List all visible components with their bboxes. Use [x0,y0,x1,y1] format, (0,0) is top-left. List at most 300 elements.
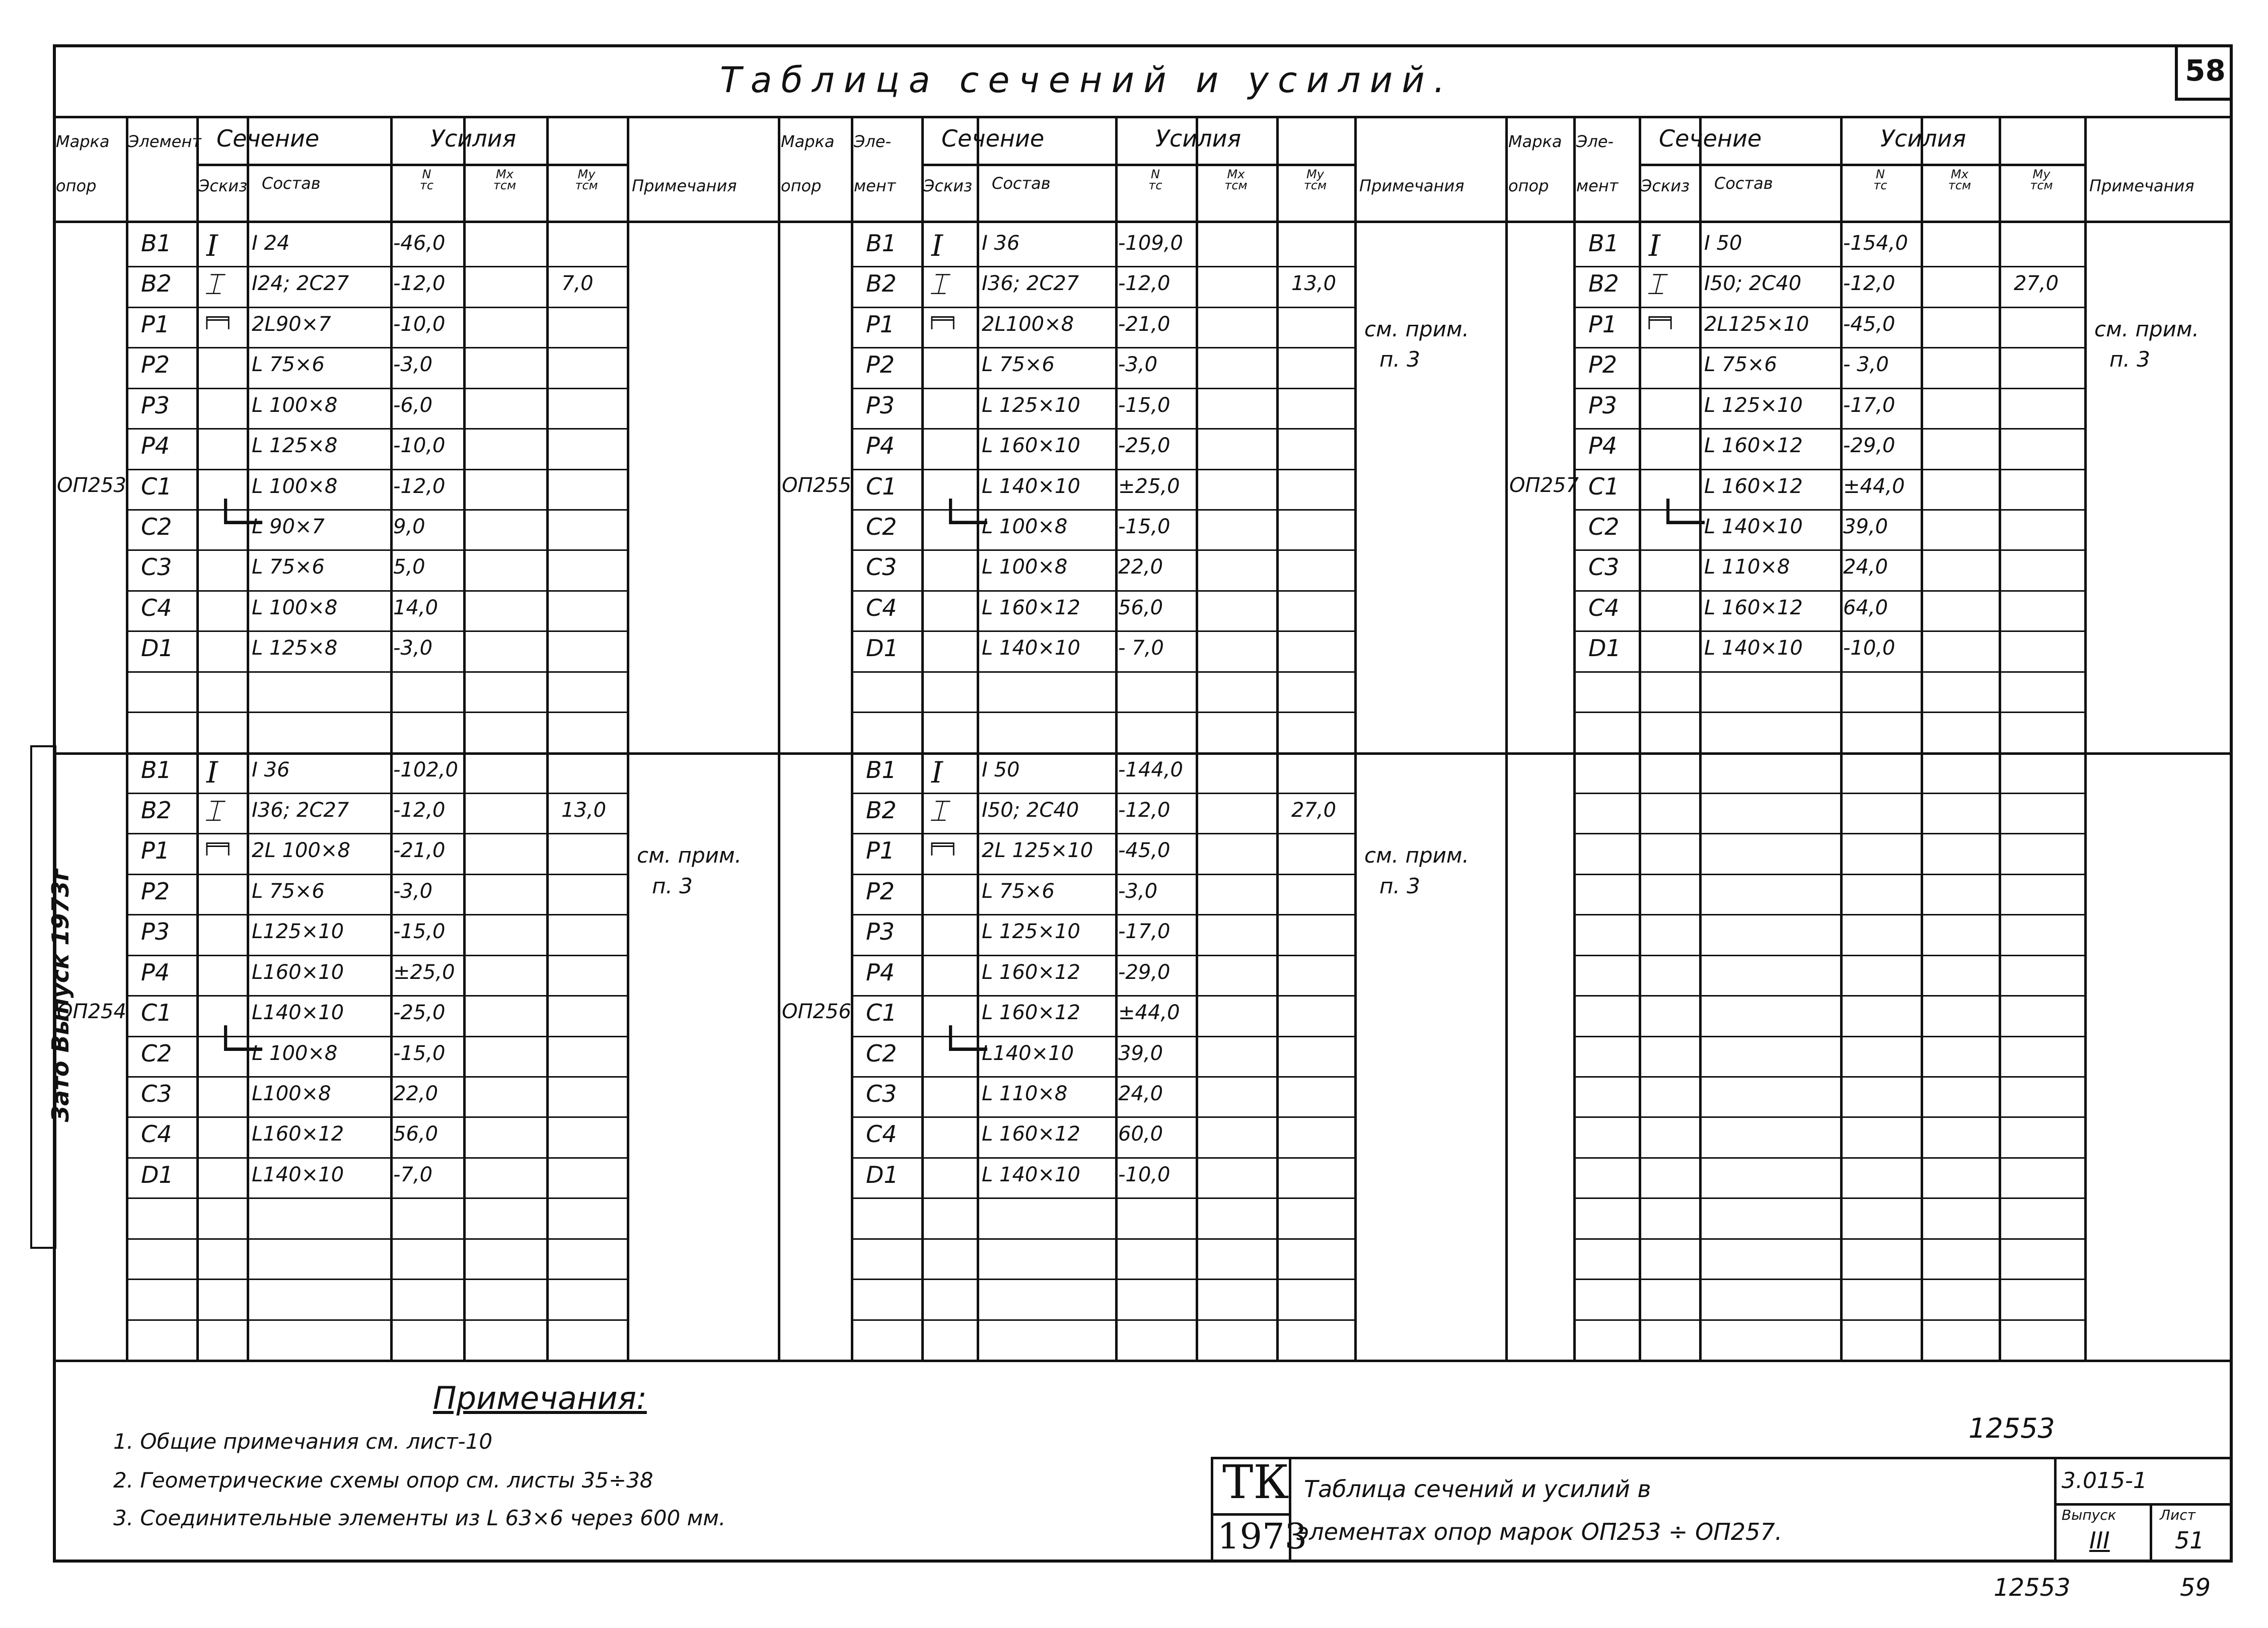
force-n: -12,0 [393,799,446,822]
element-id: C4 [141,1120,172,1148]
grid-line [851,549,1354,551]
element-id: C4 [141,594,172,621]
grid-line [1840,116,1843,1360]
element-id: C3 [141,1080,172,1107]
header-mark: опор [56,176,97,195]
force-n: -17,0 [1118,920,1170,944]
force-n: 22,0 [393,1082,438,1105]
element-id: C1 [141,472,172,500]
force-n: -3,0 [1118,353,1158,377]
element-id: P3 [1588,391,1618,419]
force-n: -15,0 [393,920,446,944]
grid-line [126,833,627,834]
grid-line [1573,793,2084,794]
grid-line [1840,164,2084,166]
composite-beam-icon: ⌶ [1647,267,1664,302]
force-n: -12,0 [1843,272,1895,296]
element-id: P2 [866,351,895,379]
element-id: P3 [141,391,170,419]
force-n: 64,0 [1843,596,1888,619]
grid-line [1573,1238,2084,1240]
grid-line [390,116,393,1360]
section-composition: L 100×8 [982,555,1068,579]
element-id: P4 [866,958,895,986]
inventory-number-bottom: 12553 [1994,1574,2071,1602]
section-composition: L140×10 [252,1001,344,1025]
header-force-unit: My тсм [2030,167,2053,192]
header-section: Сечение [941,125,1045,152]
grid-line [851,955,1354,956]
issue-number: III [2089,1527,2110,1554]
force-n: -45,0 [1118,839,1170,863]
element-id: C1 [141,999,172,1027]
angle-icon: └─ [1656,499,1705,546]
force-my: 13,0 [561,799,607,822]
force-n: -3,0 [1118,879,1158,903]
force-n: -154,0 [1843,232,1908,255]
section-composition: I 24 [252,232,290,255]
grid-line [851,1238,1354,1240]
grid-line [126,630,627,632]
angle-icon: └─ [938,1025,987,1073]
section-composition: 2L90×7 [252,312,331,336]
element-id: P3 [866,918,895,946]
force-n: -144,0 [1118,758,1183,782]
section-composition: I50; 2C40 [1704,272,1802,296]
composite-beam-icon: ⌶ [929,794,947,828]
grid-line [1573,428,2084,430]
header-force-unit: Mx тсм [1224,167,1248,192]
section-composition: L 125×10 [982,920,1080,944]
grid-line [126,995,627,997]
section-composition: L 160×12 [1704,474,1803,498]
force-n: -102,0 [393,758,458,782]
inventory-number-top: 12553 [1968,1412,2055,1444]
double-angle-icon: ╒═╕ [201,308,235,329]
margin-stamp-text: Зато Выпуск 1973г [47,869,74,1122]
force-n: -15,0 [1118,393,1170,417]
grid-line [851,630,1354,632]
grid-line [126,347,627,348]
grid-line [1573,590,2084,592]
i-beam-icon: I [206,755,218,790]
element-id: B2 [866,270,897,298]
row-note: см. прим. [1364,843,1469,868]
element-id: C3 [866,553,897,581]
grid-line [851,1319,1354,1321]
angle-icon: └─ [213,1025,262,1073]
header-section: Сечение [216,125,320,152]
grid-line [851,995,1354,997]
grid-line [851,793,1354,794]
grid-line [53,221,2233,223]
grid-line [126,1116,627,1118]
angle-icon: └─ [938,499,987,546]
element-id: C4 [866,594,897,621]
composite-beam-icon: ⌶ [204,794,222,828]
force-n: -17,0 [1843,393,1895,417]
section-composition: I24; 2C27 [252,272,349,296]
element-id: B2 [1588,270,1619,298]
support-mark: ОП255 [782,473,851,497]
grid-line [1115,116,1118,1360]
section-composition: L 75×6 [982,353,1055,377]
grid-line [126,1157,627,1159]
grid-line [627,116,629,1360]
header-sketch: Эскиз [923,176,973,195]
element-id: C1 [866,472,897,500]
section-composition: L 140×10 [1704,636,1803,660]
section-composition: L140×10 [252,1163,344,1186]
section-composition: I 50 [1704,232,1742,255]
grid-line [851,590,1354,592]
grid-line [1573,1036,2084,1037]
element-id: C2 [1588,513,1620,540]
section-composition: L 125×10 [982,393,1080,417]
force-n: 9,0 [393,515,425,538]
header-forces: Усилия [1880,125,1966,152]
force-n: -12,0 [1118,799,1170,822]
element-id: C2 [866,1039,897,1067]
grid-line [1921,116,1923,1360]
force-n: -7,0 [393,1163,433,1186]
element-id: P4 [866,432,895,460]
page-title: Таблица сечений и усилий. [720,59,1454,101]
section-composition: I 36 [252,758,290,782]
composite-beam-icon: ⌶ [929,267,947,302]
force-n: - 7,0 [1118,636,1164,660]
grid-line [851,116,853,1360]
grid-line [1699,116,1702,1360]
force-my: 7,0 [561,272,594,296]
force-n: ±44,0 [1843,474,1905,498]
row-note: п. 3 [2109,347,2150,372]
element-id: P2 [141,351,170,379]
header-force-unit: N тс [1148,167,1162,192]
grid-line [53,1360,2233,1362]
force-n: -25,0 [1118,434,1170,458]
section-composition: 2L125×10 [1704,312,1809,336]
grid-line [126,428,627,430]
section-composition: L 160×12 [1704,596,1803,619]
section-composition: L 100×8 [252,1041,338,1065]
header-mark: опор [781,176,822,195]
header-notes: Примечания [2089,176,2194,195]
note-item-1: 1. Общие примечания см. лист-10 [113,1429,493,1454]
grid-line [851,428,1354,430]
section-composition: I50; 2C40 [982,799,1079,822]
page-number-bottom: 59 [2180,1574,2211,1602]
grid-line [1573,630,2084,632]
row-note: п. 3 [652,873,693,898]
section-composition: L 160×10 [982,434,1080,458]
section-composition: 2L 125×10 [982,839,1093,863]
sheet-label: Лист [2160,1507,2196,1523]
force-n: -46,0 [393,232,446,255]
element-id: C3 [1588,553,1620,581]
header-element: мент [1576,176,1619,195]
section-composition: L100×8 [252,1082,331,1105]
grid-line [1573,388,2084,389]
section-composition: L 100×8 [252,474,338,498]
element-id: P4 [141,958,170,986]
section-composition: L125×10 [252,920,344,944]
tk-logo: ТК [1222,1455,1289,1509]
force-n: 60,0 [1118,1122,1163,1146]
element-id: P4 [1588,432,1618,460]
grid-line [126,793,627,794]
grid-line [1573,1279,2084,1280]
grid-line [126,874,627,875]
force-n: -6,0 [393,393,433,417]
grid-line [2084,116,2087,1360]
grid-line [851,833,1354,834]
header-force-unit: Mx тсм [493,167,517,192]
element-id: B1 [866,230,897,257]
element-id: D1 [866,634,899,662]
grid-line [1573,469,2084,470]
force-n: -12,0 [393,474,446,498]
section-composition: L160×10 [252,960,344,984]
force-my: 13,0 [1291,272,1337,296]
grid-line [851,1036,1354,1037]
force-n: -10,0 [1118,1163,1170,1186]
grid-line [1573,549,2084,551]
grid-line [1573,307,2084,308]
grid-line [851,1116,1354,1118]
grid-line [126,1076,627,1078]
header-forces: Усилия [1155,125,1241,152]
element-id: P1 [1588,310,1618,338]
element-id: D1 [1588,634,1621,662]
force-n: -10,0 [1843,636,1895,660]
grid-line [126,1197,627,1199]
element-id: B1 [1588,230,1619,257]
force-n: -25,0 [393,1001,446,1025]
grid-line [851,388,1354,389]
tk-year: 1973 [1217,1516,1307,1557]
grid-line [1573,347,2084,348]
element-id: P2 [141,877,170,905]
header-mark: Марка [781,132,835,151]
header-element: Элемент [128,132,201,151]
section-composition: L160×12 [252,1122,344,1146]
grid-line [126,509,627,511]
grid-line [851,874,1354,875]
grid-line [1276,116,1279,1360]
force-n: -12,0 [393,272,446,296]
element-id: B2 [866,797,897,824]
header-composition: Состав [1714,174,1773,193]
header-notes: Примечания [1359,176,1465,195]
grid-line [851,266,1354,267]
header-force-unit: N тс [1873,167,1887,192]
row-note: см. прим. [2094,316,2199,341]
element-id: C2 [141,513,172,540]
header-notes: Примечания [632,176,737,195]
i-beam-icon: I [1649,229,1660,263]
element-id: C1 [1588,472,1620,500]
i-beam-icon: I [931,755,943,790]
grid-line [126,955,627,956]
grid-line [53,752,2233,755]
element-id: D1 [866,1161,899,1188]
grid-line [1639,164,1840,166]
force-n: 24,0 [1843,555,1888,579]
grid-line [126,1036,627,1037]
grid-line [851,671,1354,673]
stamp-text-line1: Таблица сечений и усилий в [1304,1475,1651,1503]
grid-line [851,1197,1354,1199]
force-n: -15,0 [393,1041,446,1065]
force-n: -109,0 [1118,232,1183,255]
grid-line [126,1279,627,1280]
header-section: Сечение [1659,125,1762,152]
grid-line [1573,995,2084,997]
grid-line [1573,1116,2084,1118]
support-mark: ОП256 [782,1000,851,1024]
element-id: D1 [141,1161,174,1188]
issue-label: Выпуск [2062,1507,2116,1523]
grid-line [1639,116,1641,1360]
header-force-unit: My тсм [1303,167,1327,192]
i-beam-icon: I [931,229,943,263]
grid-line [851,712,1354,713]
element-id: P3 [866,391,895,419]
section-composition: L 140×10 [1704,515,1803,538]
force-n: ±44,0 [1118,1001,1180,1025]
section-composition: L 100×8 [982,515,1068,538]
force-n: 56,0 [393,1122,438,1146]
section-composition: 2L 100×8 [252,839,350,863]
section-composition: L 75×6 [982,879,1055,903]
header-element: мент [854,176,896,195]
grid-line [851,347,1354,348]
grid-line [1573,116,1576,1360]
section-composition: L 140×10 [982,1163,1080,1186]
support-mark: ОП254 [57,1000,126,1024]
grid-line [1354,116,1357,1360]
section-composition: L 110×8 [982,1082,1068,1105]
support-mark: ОП257 [1509,473,1579,497]
force-my: 27,0 [1291,799,1337,822]
element-id: P1 [141,310,170,338]
grid-line [126,388,627,389]
element-id: C2 [866,513,897,540]
force-n: 56,0 [1118,596,1163,619]
header-composition: Состав [992,174,1051,193]
row-note: п. 3 [1379,347,1420,372]
header-element: Эле- [854,132,892,151]
header-mark: опор [1508,176,1549,195]
grid-line [851,1279,1354,1280]
section-composition: L 160×12 [982,1001,1080,1025]
grid-line [1573,712,2084,713]
double-angle-icon: ╒═╕ [1644,308,1677,329]
element-id: B2 [141,797,172,824]
element-id: B1 [141,230,172,257]
force-n: 39,0 [1118,1041,1163,1065]
element-id: B2 [141,270,172,298]
angle-icon: └─ [213,499,262,546]
document-code: 3.015-1 [2062,1468,2147,1494]
section-composition: L 125×10 [1704,393,1803,417]
sheet-number: 51 [2175,1527,2205,1554]
grid-line [126,116,128,1360]
header-composition: Состав [262,174,321,193]
grid-line [126,549,627,551]
grid-line [1573,914,2084,915]
section-composition: L 140×10 [982,636,1080,660]
section-composition: L 160×12 [982,1122,1080,1146]
force-n: -45,0 [1843,312,1895,336]
force-n: 14,0 [393,596,438,619]
notes-heading: Примечания: [433,1380,647,1417]
row-note: см. прим. [1364,316,1469,341]
element-id: B1 [141,756,172,784]
section-composition: L 160×12 [982,960,1080,984]
grid-line [1505,116,1508,1360]
element-id: C4 [866,1120,897,1148]
grid-line [1573,874,2084,875]
force-n: -3,0 [393,879,433,903]
grid-line [1573,1319,2084,1321]
grid-line [126,1319,627,1321]
sheet-badge: 58 [2175,44,2233,101]
grid-line [53,116,2233,118]
grid-line [126,590,627,592]
grid-line [126,469,627,470]
element-id: B1 [866,756,897,784]
section-composition: L 75×6 [252,353,325,377]
force-n: 24,0 [1118,1082,1163,1105]
grid-line [1573,671,2084,673]
force-n: -3,0 [393,353,433,377]
force-my: 27,0 [2014,272,2059,296]
section-composition: L 100×8 [252,596,338,619]
section-composition: L 75×6 [252,879,325,903]
force-n: 5,0 [393,555,425,579]
force-n: -21,0 [1118,312,1170,336]
section-composition: L 160×12 [982,596,1080,619]
element-id: D1 [141,634,174,662]
header-forces: Усилия [430,125,517,152]
force-n: -3,0 [393,636,433,660]
row-note: п. 3 [1379,873,1420,898]
double-angle-icon: ╒═╕ [926,835,960,856]
grid-line [196,116,199,1360]
grid-line [851,1157,1354,1159]
grid-line [1196,116,1198,1360]
grid-line [977,116,979,1360]
grid-line [1573,833,2084,834]
grid-line [126,671,627,673]
section-composition: L 110×8 [1704,555,1790,579]
section-composition: L 160×12 [1704,434,1803,458]
header-force-unit: My тсм [575,167,598,192]
grid-line [126,1238,627,1240]
element-id: P1 [141,837,170,865]
element-id: P1 [866,310,895,338]
grid-line [1573,955,2084,956]
header-force-unit: N тс [419,167,434,192]
header-sketch: Эскиз [198,176,248,195]
element-id: C4 [1588,594,1620,621]
section-composition: I 50 [982,758,1020,782]
grid-line [1573,509,2084,511]
force-n: 22,0 [1118,555,1163,579]
composite-beam-icon: ⌶ [204,267,222,302]
